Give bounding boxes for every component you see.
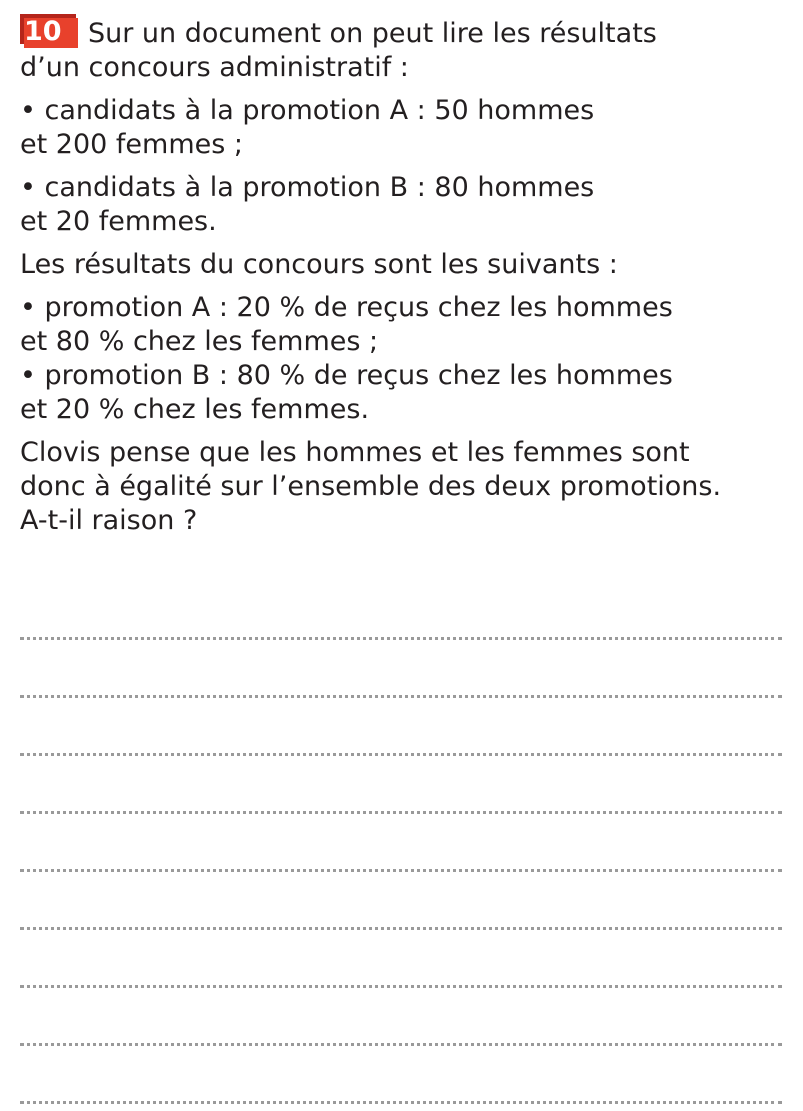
answer-line[interactable] (20, 814, 782, 872)
exercise-intro-line2: d’un concours administratif : (20, 52, 409, 83)
results-b-line2: et 20 % chez les femmes. (20, 394, 370, 425)
exercise-block (20, 14, 783, 538)
answer-line[interactable] (20, 582, 782, 640)
results-a-line2: et 80 % chez les femmes ; (20, 326, 379, 357)
results-intro: Les résultats du concours sont les suivants : (20, 249, 618, 280)
question-line1: Clovis pense que les hommes et les femmes sont (20, 437, 690, 468)
answer-area[interactable] (20, 582, 782, 1104)
candidates-a-line1: • candidats à la promotion A : 50 hommes (20, 95, 595, 126)
exercise-intro-line1 (20, 14, 783, 51)
exercise-number: 10 (24, 18, 78, 48)
exercise-number-badge (20, 14, 78, 47)
answer-line[interactable] (20, 1046, 782, 1104)
answer-line[interactable] (20, 640, 782, 698)
candidates-b-line1: • candidats à la promotion B : 80 hommes (20, 172, 595, 203)
candidates-a-line2: et 200 femmes ; (20, 129, 243, 160)
answer-line[interactable] (20, 872, 782, 930)
answer-line[interactable] (20, 930, 782, 988)
intro-text-first: Sur un document on peut lire les résultats (88, 18, 657, 49)
results-a-line1: • promotion A : 20 % de reçus chez les hommes (20, 292, 673, 323)
results-b-line1: • promotion B : 80 % de reçus chez les hommes (20, 360, 673, 391)
question-line3: A-t-il raison ? (20, 505, 198, 536)
question-line2: donc à égalité sur l’ensemble des deux promotions. (20, 471, 722, 502)
candidates-b-line2: et 20 femmes. (20, 206, 217, 237)
answer-line[interactable] (20, 988, 782, 1046)
answer-line[interactable] (20, 698, 782, 756)
answer-line[interactable] (20, 756, 782, 814)
